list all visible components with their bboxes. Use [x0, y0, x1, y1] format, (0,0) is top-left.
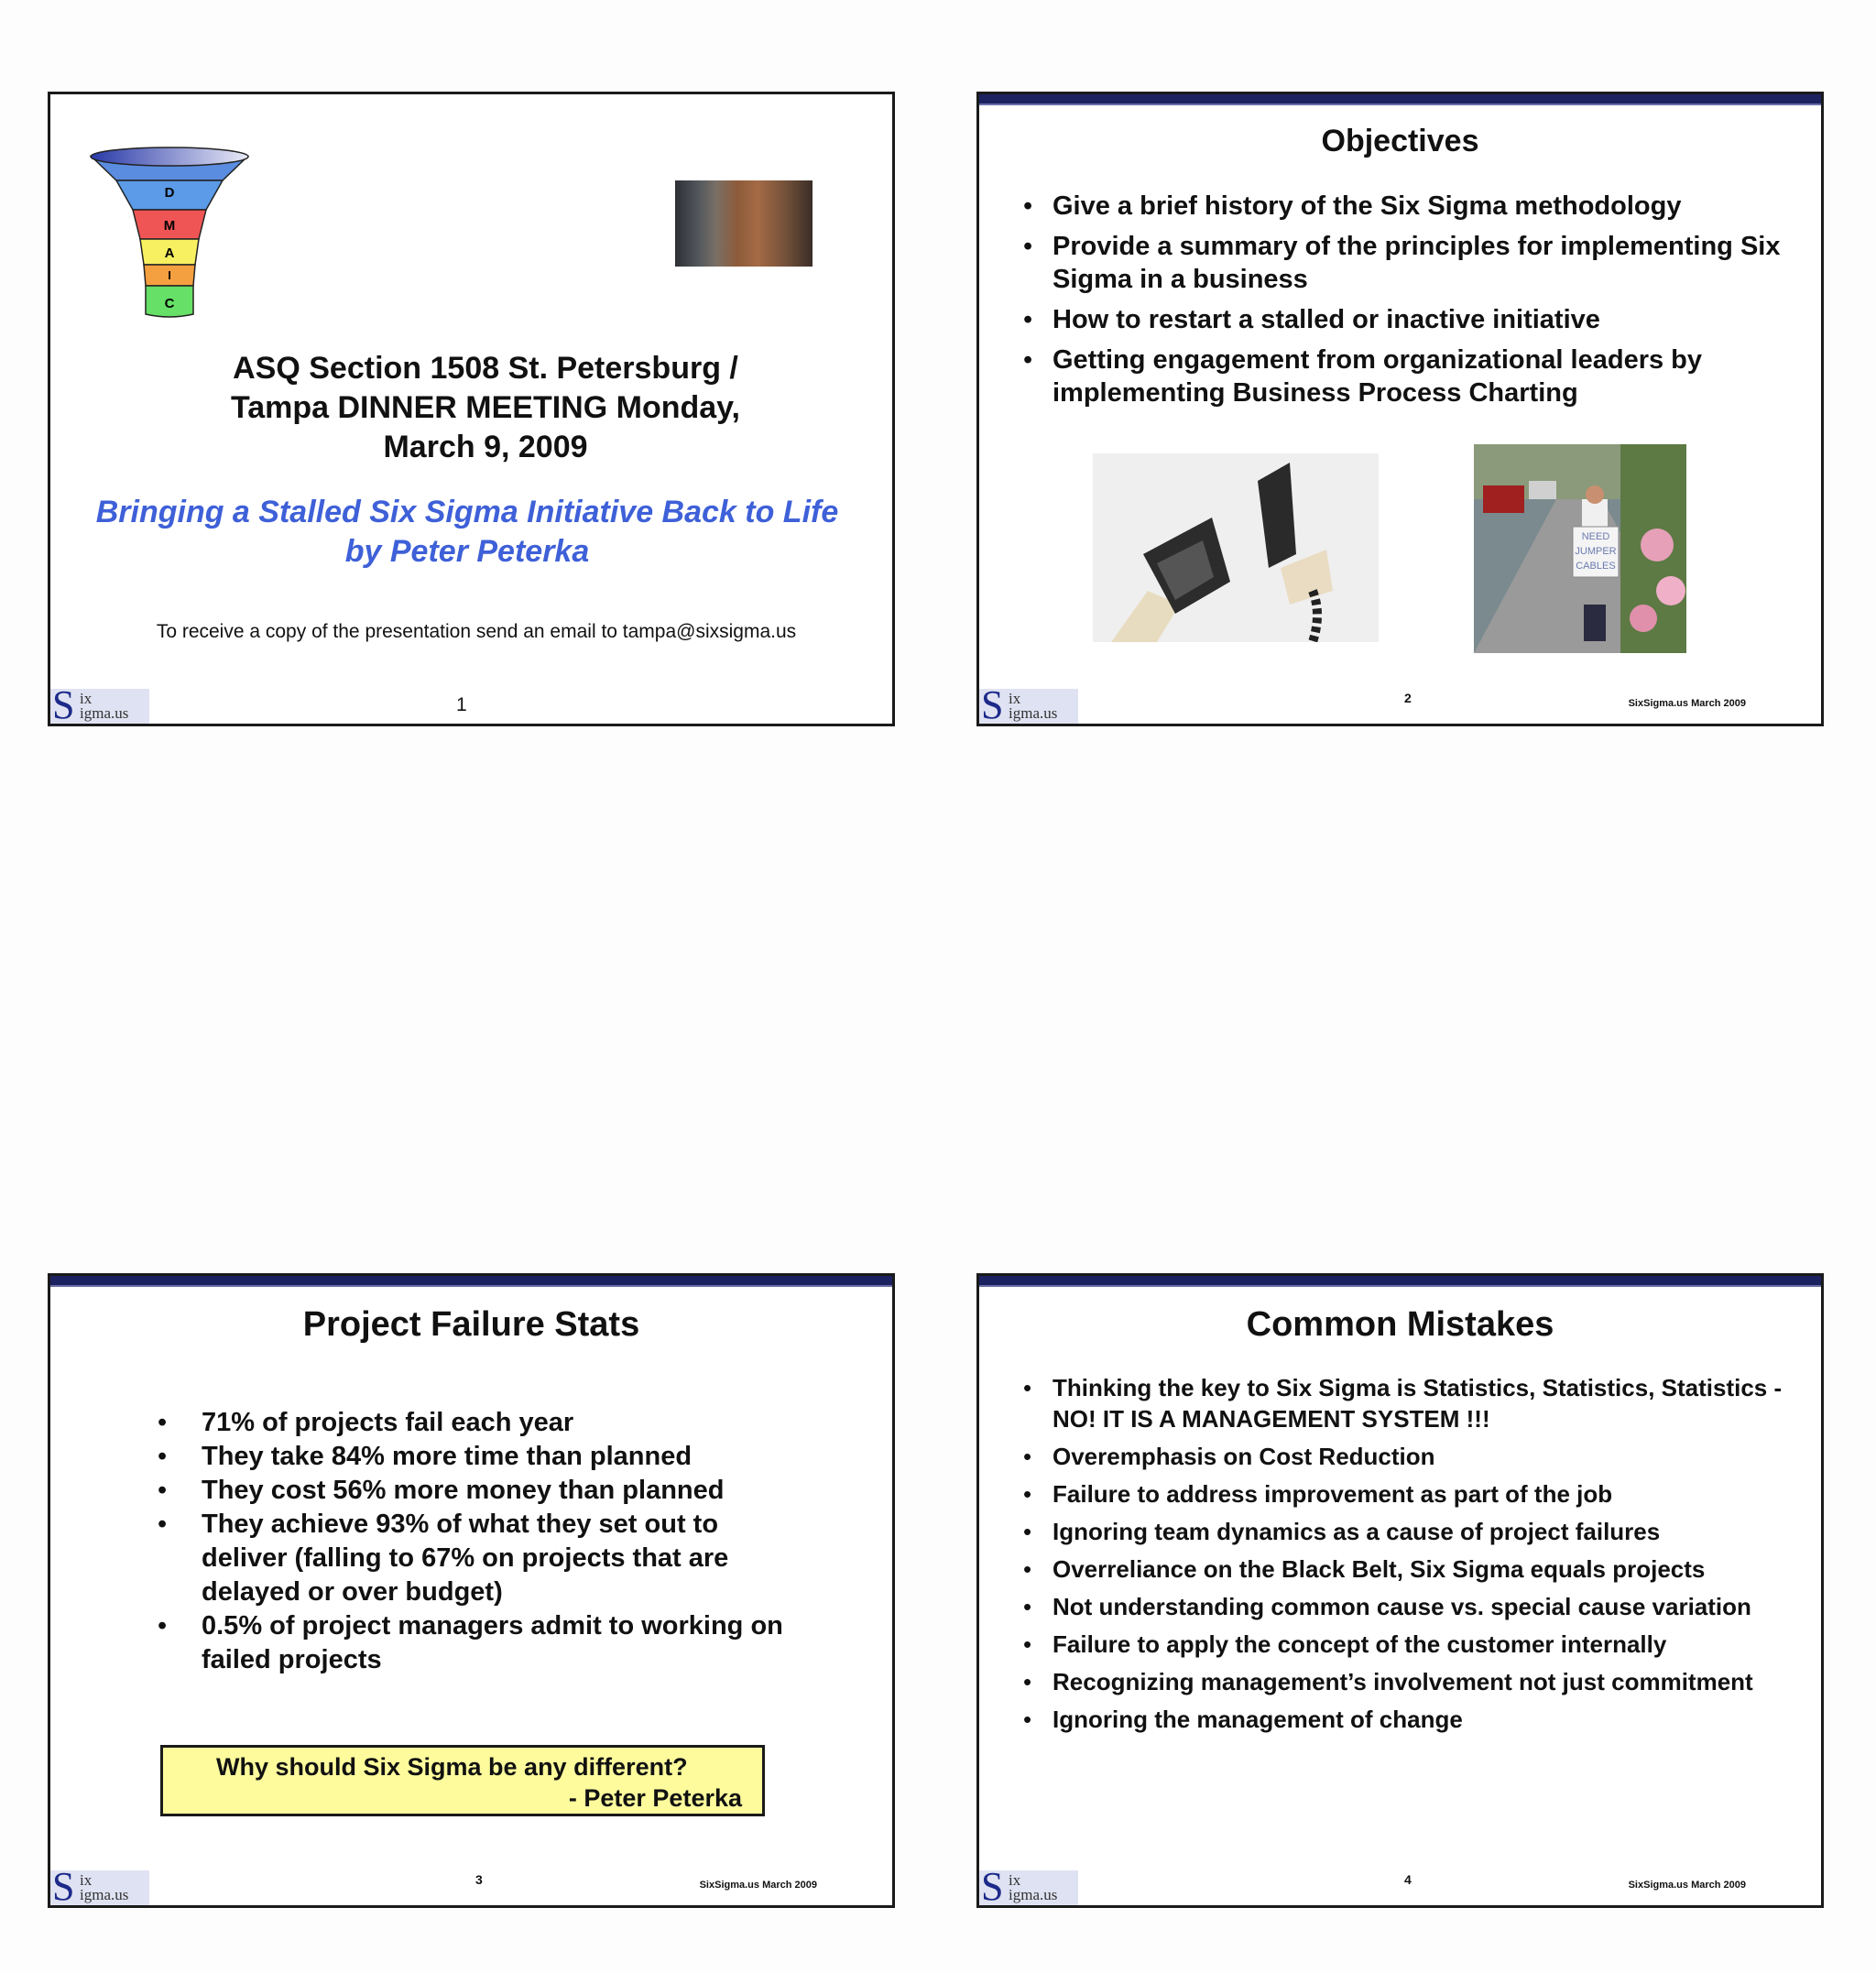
funnel-letter-a: A [164, 245, 175, 261]
list-item: • They take 84% more time than planned [158, 1440, 799, 1474]
title-bar [979, 1276, 1821, 1287]
subtitle-line-2: by Peter Peterka [344, 534, 590, 569]
email-note: To receive a copy of the presentation send an email to tampa@sixsigma.us [156, 621, 797, 642]
funnel-letter-i: I [168, 268, 171, 282]
funnel-letter-m: M [163, 218, 176, 234]
logo-ix: ix [1009, 1871, 1021, 1889]
logo-igma: igma.us [80, 704, 129, 722]
slide1-subtitle [60, 493, 875, 572]
sixsigma-logo [50, 1864, 149, 1909]
sixsigma-logo [979, 1864, 1078, 1909]
logo-igma: igma.us [1009, 704, 1058, 722]
quote-author: - Peter Peterka [568, 1784, 742, 1812]
list-item: • Failure to apply the concept of the customer internally [1023, 1629, 1793, 1660]
logo-s: S [52, 1864, 75, 1909]
logo-s: S [981, 682, 1004, 727]
slide-number: 2 [1404, 691, 1412, 705]
subtitle-line-1: Bringing a Stalled Six Sigma Initiative Back to Life [95, 495, 839, 529]
mistakes-list [1023, 1372, 1793, 1735]
list-item: • Not understanding common cause vs. special cause variation [1023, 1591, 1793, 1622]
list-item: • Overemphasis on Cost Reduction [1023, 1441, 1793, 1472]
list-item: • 0.5% of project managers admit to working on failed projects [158, 1609, 799, 1677]
logo-igma: igma.us [80, 1886, 129, 1903]
slide-title: Objectives [1321, 124, 1479, 158]
slide-number: 1 [456, 694, 467, 715]
sign-line-3: CABLES [1576, 561, 1616, 572]
list-item: • How to restart a stalled or inactive initiative [1023, 303, 1802, 336]
title-line-1: ASQ Section 1508 St. Petersburg / [233, 351, 738, 386]
title-line-2: Tampa DINNER MEETING Monday, [230, 390, 740, 425]
sixsigma-logo [50, 682, 149, 727]
list-item: • Give a brief history of the Six Sigma methodology [1023, 190, 1802, 223]
logo-ix: ix [80, 690, 93, 707]
list-item: • Failure to address improvement as part of the job [1023, 1478, 1793, 1510]
quote-text: Why should Six Sigma be any different? [216, 1753, 688, 1781]
list-item: • Recognizing management’s involvement not just commitment [1023, 1666, 1793, 1697]
list-item: • 71% of projects fail each year [158, 1406, 799, 1440]
list-item: • Thinking the key to Six Sigma is Statistics, Statistics, Statistics - NO! IT IS A MANAGEMENT SYSTEM !!! [1023, 1372, 1793, 1434]
list-item: • They cost 56% more money than planned [158, 1474, 799, 1508]
logo-ix: ix [80, 1871, 93, 1889]
title-line-3: March 9, 2009 [383, 430, 588, 464]
objectives-list [1023, 190, 1802, 409]
logo-ix: ix [1009, 690, 1021, 707]
slide-1 [48, 92, 895, 726]
list-item: • Ignoring team dynamics as a cause of project failures [1023, 1516, 1793, 1547]
sign-line-1: NEED [1581, 531, 1610, 542]
list-item: • Provide a summary of the principles for implementing Six Sigma in a business [1023, 230, 1802, 296]
title-bar [50, 1276, 892, 1287]
phone-handsets-photo [1093, 453, 1379, 642]
slide-3 [48, 1273, 895, 1908]
slide-number: 4 [1404, 1872, 1412, 1887]
sign-line-2: JUMPER [1575, 546, 1617, 557]
slide-number: 3 [475, 1872, 483, 1887]
slide-title: Project Failure Stats [302, 1305, 640, 1344]
slide-title: Common Mistakes [1246, 1305, 1554, 1344]
footer-text: SixSigma.us March 2009 [699, 1880, 817, 1891]
jumper-cables-photo [1474, 444, 1686, 653]
dmaic-funnel-graphic [87, 146, 252, 329]
funnel-letter-d: D [164, 185, 175, 201]
slide-2 [976, 92, 1824, 726]
footer-text: SixSigma.us March 2009 [1628, 698, 1746, 709]
logo-igma: igma.us [1009, 1886, 1058, 1903]
logo-s: S [52, 682, 75, 727]
logo-s: S [981, 1864, 1004, 1909]
stats-list [158, 1406, 799, 1677]
slide1-title [142, 349, 829, 467]
list-item: • Overreliance on the Black Belt, Six Sigma equals projects [1023, 1553, 1793, 1585]
list-item: • Getting engagement from organizational leaders by implementing Business Process Charting [1023, 343, 1802, 409]
quote-box [160, 1745, 765, 1816]
list-item: • They achieve 93% of what they set out to deliver (falling to 67% on projects that are delayed or over budget) [158, 1508, 799, 1609]
footer-text: SixSigma.us March 2009 [1628, 1880, 1746, 1891]
list-item: • Ignoring the management of change [1023, 1704, 1793, 1735]
basket-photo [675, 180, 813, 267]
title-bar [979, 94, 1821, 105]
slide-4 [976, 1273, 1824, 1908]
funnel-letter-c: C [164, 296, 175, 311]
sixsigma-logo [979, 682, 1078, 727]
